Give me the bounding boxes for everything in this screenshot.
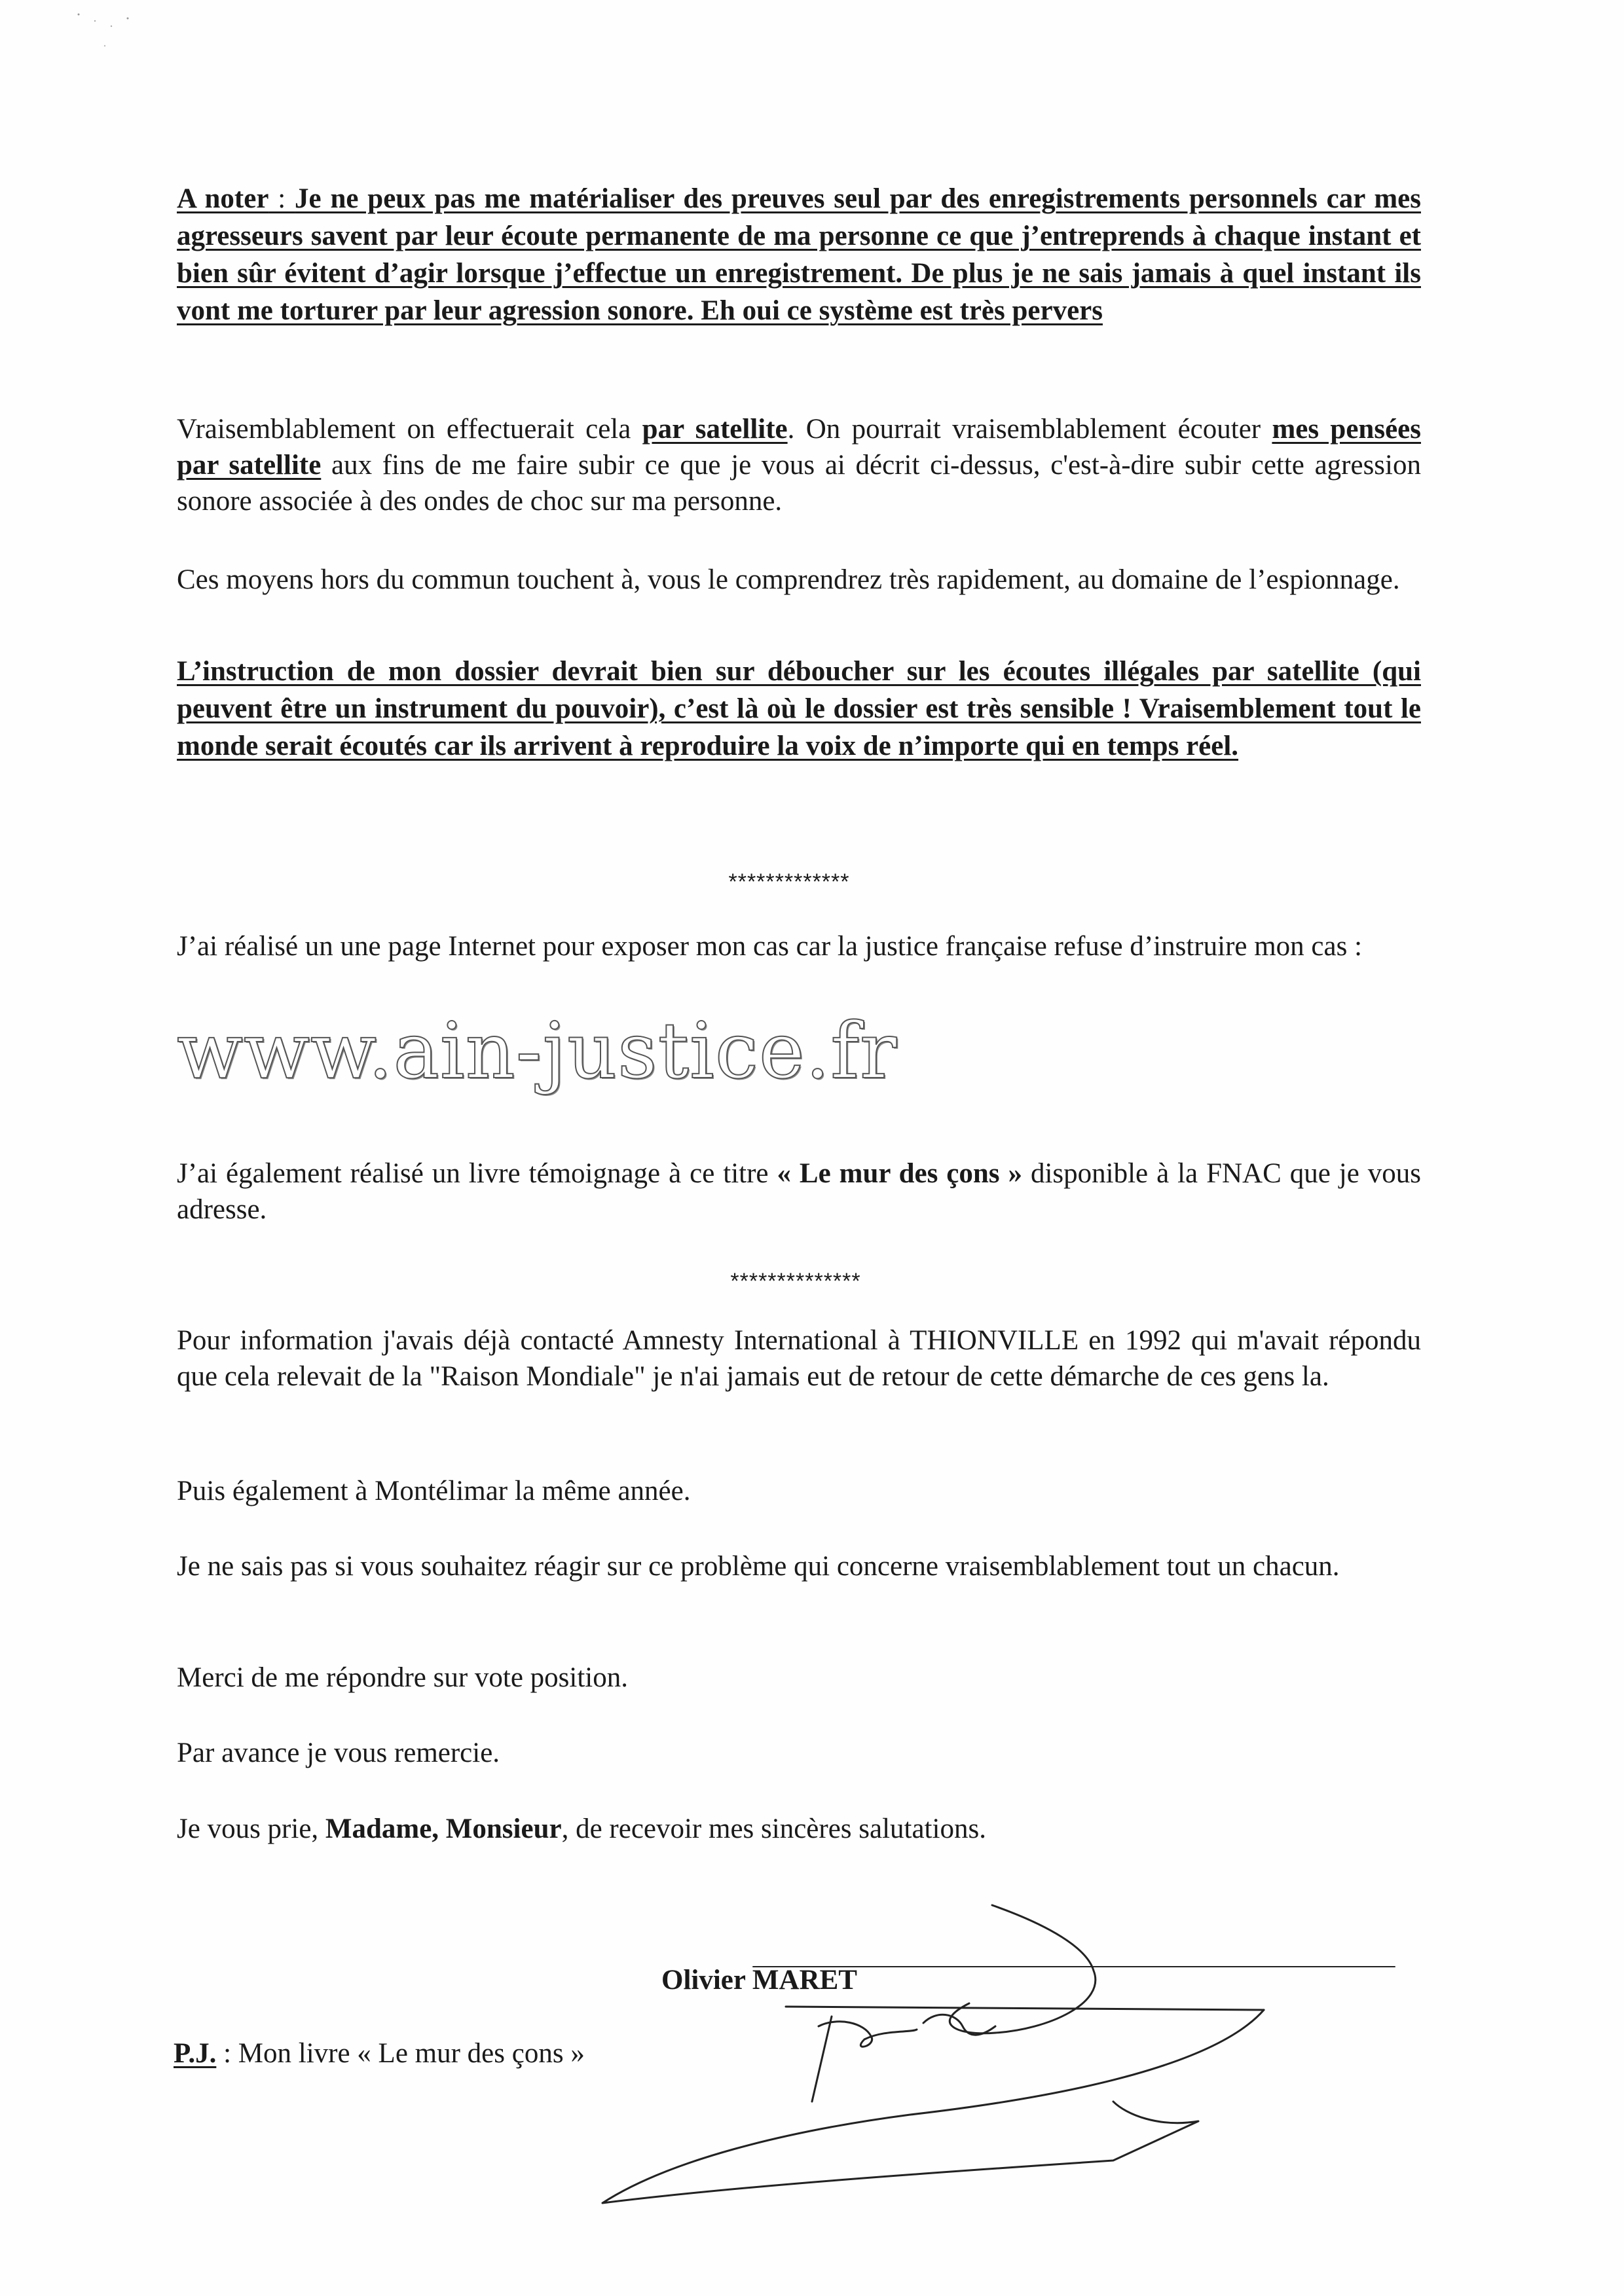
attachment-line: [174, 2037, 585, 2069]
livre-text-2: disponible à la FNAC que je vous adresse.: [177, 1158, 1421, 1225]
satellite-emphasis-1: par satellite: [642, 414, 788, 445]
closing-text-1: Je vous prie,: [177, 1813, 325, 1844]
separator-stars-2: **************: [730, 1269, 861, 1294]
closing-text-2: , de recevoir mes sincères salutations.: [561, 1813, 986, 1844]
internet-paragraph: J’ai réalisé un une page Internet pour exposer mon cas car la justice française refuse d’instruire mon cas :: [177, 931, 1363, 962]
separator-stars-1: *************: [728, 869, 850, 894]
website-url: www.ain-justice.fr: [177, 1006, 898, 1096]
amnesty-paragraph: Pour information j'avais déjà contacté Amnesty International à THIONVILLE en 1992 qui m'avait répondu que cela relevait de la "Raison Mondiale" je n'ai jamais eut de retour de cette démarche de ces gens la.: [177, 1325, 1421, 1392]
scan-speckles: [65, 7, 144, 59]
signer-name: Olivier MARET: [661, 1965, 857, 1995]
satellite-text-1: Vraisemblablement on effectuerait cela: [177, 414, 642, 445]
espionnage-paragraph: Ces moyens hors du commun touchent à, vous le comprendrez très rapidement, au domaine de l’espionnage.: [177, 564, 1400, 595]
attachment-text: : Mon livre « Le mur des çons »: [216, 2038, 585, 2069]
satellite-text-3: aux fins de me faire subir ce que je vous ai décrit ci-dessus, c'est-à-dire subir cette agression sonore associée à des ondes de choc sur ma personne.: [177, 450, 1421, 517]
instruction-paragraph: L’instruction de mon dossier devrait bien sur déboucher sur les écoutes illégales par satellite (qui peuvent être un instrument du pouvoir), c’est là où le dossier est très sensible ! Vraisemblement tout le monde serait écoutés car ils arrivent à reproduire la voix de n’importe qui en temps réel.: [177, 656, 1421, 761]
merci-paragraph: Merci de me répondre sur vote position.: [177, 1662, 629, 1693]
attachment-label: P.J.: [174, 2038, 217, 2069]
note-label: A noter: [177, 183, 269, 214]
closing-paragraph: [177, 1811, 1421, 1847]
satellite-text-2: . On pourrait vraisemblablement écouter: [787, 414, 1272, 445]
book-title: « Le mur des çons »: [777, 1158, 1022, 1189]
note-separator: :: [268, 183, 295, 214]
montelimar-paragraph: Puis également à Montélimar la même année.: [177, 1476, 691, 1506]
satellite-paragraph: [177, 411, 1421, 519]
livre-text-1: J’ai également réalisé un livre témoignage à ce titre: [177, 1158, 777, 1189]
souhaitez-paragraph: Je ne sais pas si vous souhaitez réagir sur ce problème qui concerne vraisemblablement tout un chacun.: [177, 1551, 1340, 1582]
note-text: Je ne peux pas me matérialiser des preuves seul par des enregistrements personnels car mes agresseurs savent par leur écoute permanente de ma personne ce que j’entreprends à chaque instant et bien sûr évitent d’agir lorsque j’effectue un enregistrement. De plus je ne sais jamais à quel instant ils vont me torturer par leur agression sonore. Eh oui ce système est très pervers: [177, 183, 1421, 326]
closing-salutation: Madame, Monsieur: [325, 1813, 562, 1844]
handwritten-signature: [589, 1899, 1408, 2213]
avance-paragraph: Par avance je vous remercie.: [177, 1738, 500, 1768]
note-paragraph: [177, 180, 1421, 329]
satellite-emphasis-2: mes pensées par satellite: [177, 414, 1421, 481]
livre-paragraph: [177, 1156, 1421, 1228]
